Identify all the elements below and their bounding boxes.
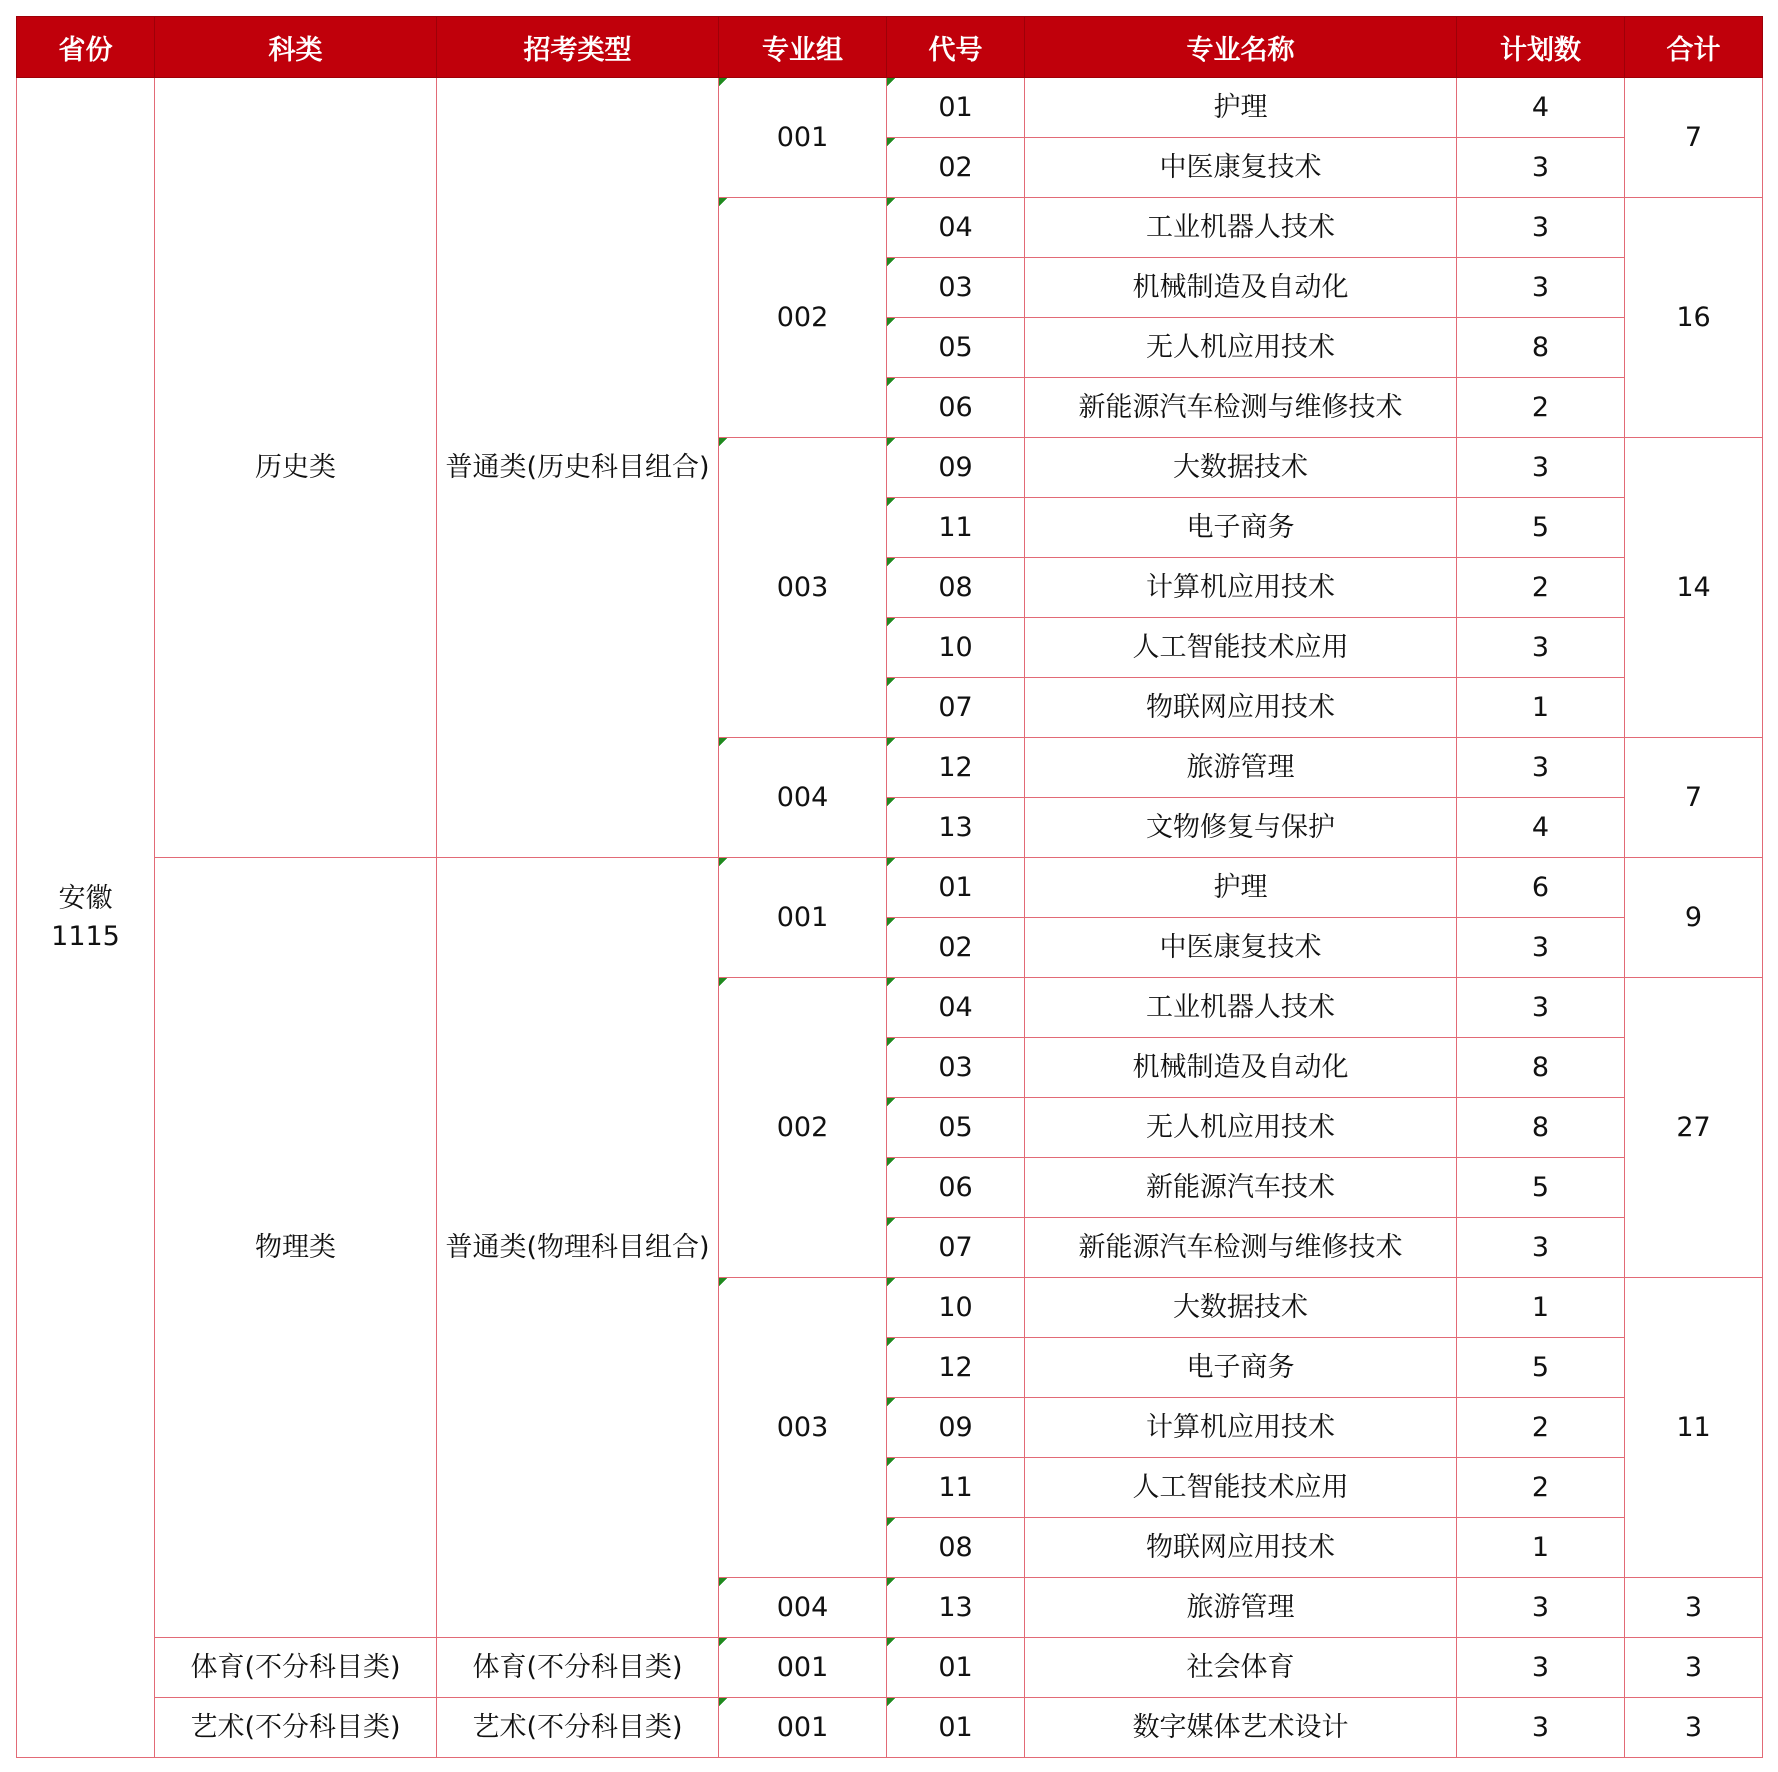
major-name-cell: 护理 <box>1025 858 1457 918</box>
group-total-cell: 3 <box>1625 1638 1763 1698</box>
header-code: 代号 <box>887 17 1025 78</box>
table-row <box>17 1638 1763 1698</box>
major-name-cell: 无人机应用技术 <box>1025 318 1457 378</box>
plan-count-cell: 3 <box>1457 1218 1625 1278</box>
plan-count-cell: 3 <box>1457 618 1625 678</box>
major-name-cell: 物联网应用技术 <box>1025 678 1457 738</box>
major-name-cell: 计算机应用技术 <box>1025 558 1457 618</box>
major-name-cell: 护理 <box>1025 78 1457 138</box>
subject-cell: 历史类 <box>155 78 437 858</box>
major-name-cell: 电子商务 <box>1025 498 1457 558</box>
group-total-cell: 7 <box>1625 78 1763 198</box>
province-total: 1115 <box>51 920 120 952</box>
code-cell: 02 <box>887 918 1025 978</box>
major-name-cell: 旅游管理 <box>1025 738 1457 798</box>
major-name-cell: 文物修复与保护 <box>1025 798 1457 858</box>
plan-count-cell: 5 <box>1457 1338 1625 1398</box>
table-row <box>17 78 1763 138</box>
group-cell: 002 <box>719 978 887 1278</box>
code-cell: 09 <box>887 438 1025 498</box>
plan-count-cell: 3 <box>1457 438 1625 498</box>
code-cell: 03 <box>887 258 1025 318</box>
code-cell: 02 <box>887 138 1025 198</box>
major-name-cell: 中医康复技术 <box>1025 918 1457 978</box>
code-cell: 05 <box>887 318 1025 378</box>
plan-count-cell: 3 <box>1457 1638 1625 1698</box>
code-cell: 01 <box>887 78 1025 138</box>
major-name-cell: 机械制造及自动化 <box>1025 1038 1457 1098</box>
code-cell: 01 <box>887 858 1025 918</box>
plan-count-cell: 1 <box>1457 1278 1625 1338</box>
code-cell: 09 <box>887 1398 1025 1458</box>
major-name-cell: 新能源汽车检测与维修技术 <box>1025 1218 1457 1278</box>
code-cell: 08 <box>887 1518 1025 1578</box>
group-total-cell: 3 <box>1625 1578 1763 1638</box>
plan-count-cell: 3 <box>1457 978 1625 1038</box>
subject-cell: 物理类 <box>155 858 437 1638</box>
header-row <box>17 17 1763 78</box>
plan-count-cell: 4 <box>1457 798 1625 858</box>
group-total-cell: 7 <box>1625 738 1763 858</box>
group-cell: 003 <box>719 1278 887 1578</box>
major-name-cell: 新能源汽车技术 <box>1025 1158 1457 1218</box>
major-name-cell: 物联网应用技术 <box>1025 1518 1457 1578</box>
major-name-cell: 计算机应用技术 <box>1025 1398 1457 1458</box>
major-name-cell: 新能源汽车检测与维修技术 <box>1025 378 1457 438</box>
group-cell: 004 <box>719 1578 887 1638</box>
subject-cell: 体育(不分科目类) <box>155 1638 437 1698</box>
plan-count-cell: 5 <box>1457 1158 1625 1218</box>
code-cell: 04 <box>887 198 1025 258</box>
group-cell: 001 <box>719 1698 887 1758</box>
group-cell: 002 <box>719 198 887 438</box>
exam-type-cell: 普通类(历史科目组合) <box>437 78 719 858</box>
header-major-name: 专业名称 <box>1025 17 1457 78</box>
major-name-cell: 旅游管理 <box>1025 1578 1457 1638</box>
code-cell: 11 <box>887 498 1025 558</box>
major-name-cell: 人工智能技术应用 <box>1025 1458 1457 1518</box>
code-cell: 03 <box>887 1038 1025 1098</box>
major-name-cell: 中医康复技术 <box>1025 138 1457 198</box>
code-cell: 01 <box>887 1638 1025 1698</box>
code-cell: 07 <box>887 1218 1025 1278</box>
province-name: 安徽 <box>58 882 113 914</box>
code-cell: 13 <box>887 1578 1025 1638</box>
code-cell: 01 <box>887 1698 1025 1758</box>
plan-count-cell: 3 <box>1457 918 1625 978</box>
header-province: 省份 <box>17 17 155 78</box>
plan-count-cell: 3 <box>1457 738 1625 798</box>
plan-count-cell: 8 <box>1457 1098 1625 1158</box>
plan-count-cell: 3 <box>1457 198 1625 258</box>
exam-type-cell: 艺术(不分科目类) <box>437 1698 719 1758</box>
plan-count-cell: 4 <box>1457 78 1625 138</box>
group-cell: 001 <box>719 78 887 198</box>
code-cell: 10 <box>887 618 1025 678</box>
code-cell: 12 <box>887 1338 1025 1398</box>
code-cell: 06 <box>887 378 1025 438</box>
code-cell: 05 <box>887 1098 1025 1158</box>
table-row <box>17 1698 1763 1758</box>
major-name-cell: 工业机器人技术 <box>1025 978 1457 1038</box>
header-subject: 科类 <box>155 17 437 78</box>
code-cell: 11 <box>887 1458 1025 1518</box>
group-total-cell: 16 <box>1625 198 1763 438</box>
major-name-cell: 无人机应用技术 <box>1025 1098 1457 1158</box>
plan-count-cell: 5 <box>1457 498 1625 558</box>
plan-count-cell: 2 <box>1457 378 1625 438</box>
major-name-cell: 大数据技术 <box>1025 438 1457 498</box>
plan-count-cell: 1 <box>1457 678 1625 738</box>
table-row <box>17 858 1763 918</box>
major-name-cell: 大数据技术 <box>1025 1278 1457 1338</box>
header-plan-count: 计划数 <box>1457 17 1625 78</box>
code-cell: 10 <box>887 1278 1025 1338</box>
plan-count-cell: 3 <box>1457 1698 1625 1758</box>
table-body <box>17 78 1763 1758</box>
major-name-cell: 数字媒体艺术设计 <box>1025 1698 1457 1758</box>
enrollment-plan-table <box>16 16 1763 1758</box>
plan-count-cell: 2 <box>1457 558 1625 618</box>
group-cell: 001 <box>719 1638 887 1698</box>
group-total-cell: 14 <box>1625 438 1763 738</box>
plan-count-cell: 6 <box>1457 858 1625 918</box>
header-total: 合计 <box>1625 17 1763 78</box>
code-cell: 08 <box>887 558 1025 618</box>
plan-count-cell: 1 <box>1457 1518 1625 1578</box>
group-total-cell: 3 <box>1625 1698 1763 1758</box>
plan-count-cell: 3 <box>1457 138 1625 198</box>
major-name-cell: 人工智能技术应用 <box>1025 618 1457 678</box>
plan-count-cell: 2 <box>1457 1398 1625 1458</box>
group-cell: 001 <box>719 858 887 978</box>
code-cell: 06 <box>887 1158 1025 1218</box>
group-total-cell: 11 <box>1625 1278 1763 1578</box>
header-major-group: 专业组 <box>719 17 887 78</box>
group-cell: 004 <box>719 738 887 858</box>
major-name-cell: 工业机器人技术 <box>1025 198 1457 258</box>
group-total-cell: 9 <box>1625 858 1763 978</box>
code-cell: 12 <box>887 738 1025 798</box>
major-name-cell: 社会体育 <box>1025 1638 1457 1698</box>
code-cell: 13 <box>887 798 1025 858</box>
code-cell: 04 <box>887 978 1025 1038</box>
plan-count-cell: 3 <box>1457 1578 1625 1638</box>
province-cell <box>17 78 155 1758</box>
group-cell: 003 <box>719 438 887 738</box>
plan-count-cell: 8 <box>1457 1038 1625 1098</box>
major-name-cell: 机械制造及自动化 <box>1025 258 1457 318</box>
header-exam-type: 招考类型 <box>437 17 719 78</box>
plan-count-cell: 3 <box>1457 258 1625 318</box>
plan-count-cell: 8 <box>1457 318 1625 378</box>
plan-count-cell: 2 <box>1457 1458 1625 1518</box>
major-name-cell: 电子商务 <box>1025 1338 1457 1398</box>
code-cell: 07 <box>887 678 1025 738</box>
subject-cell: 艺术(不分科目类) <box>155 1698 437 1758</box>
exam-type-cell: 体育(不分科目类) <box>437 1638 719 1698</box>
exam-type-cell: 普通类(物理科目组合) <box>437 858 719 1638</box>
group-total-cell: 27 <box>1625 978 1763 1278</box>
